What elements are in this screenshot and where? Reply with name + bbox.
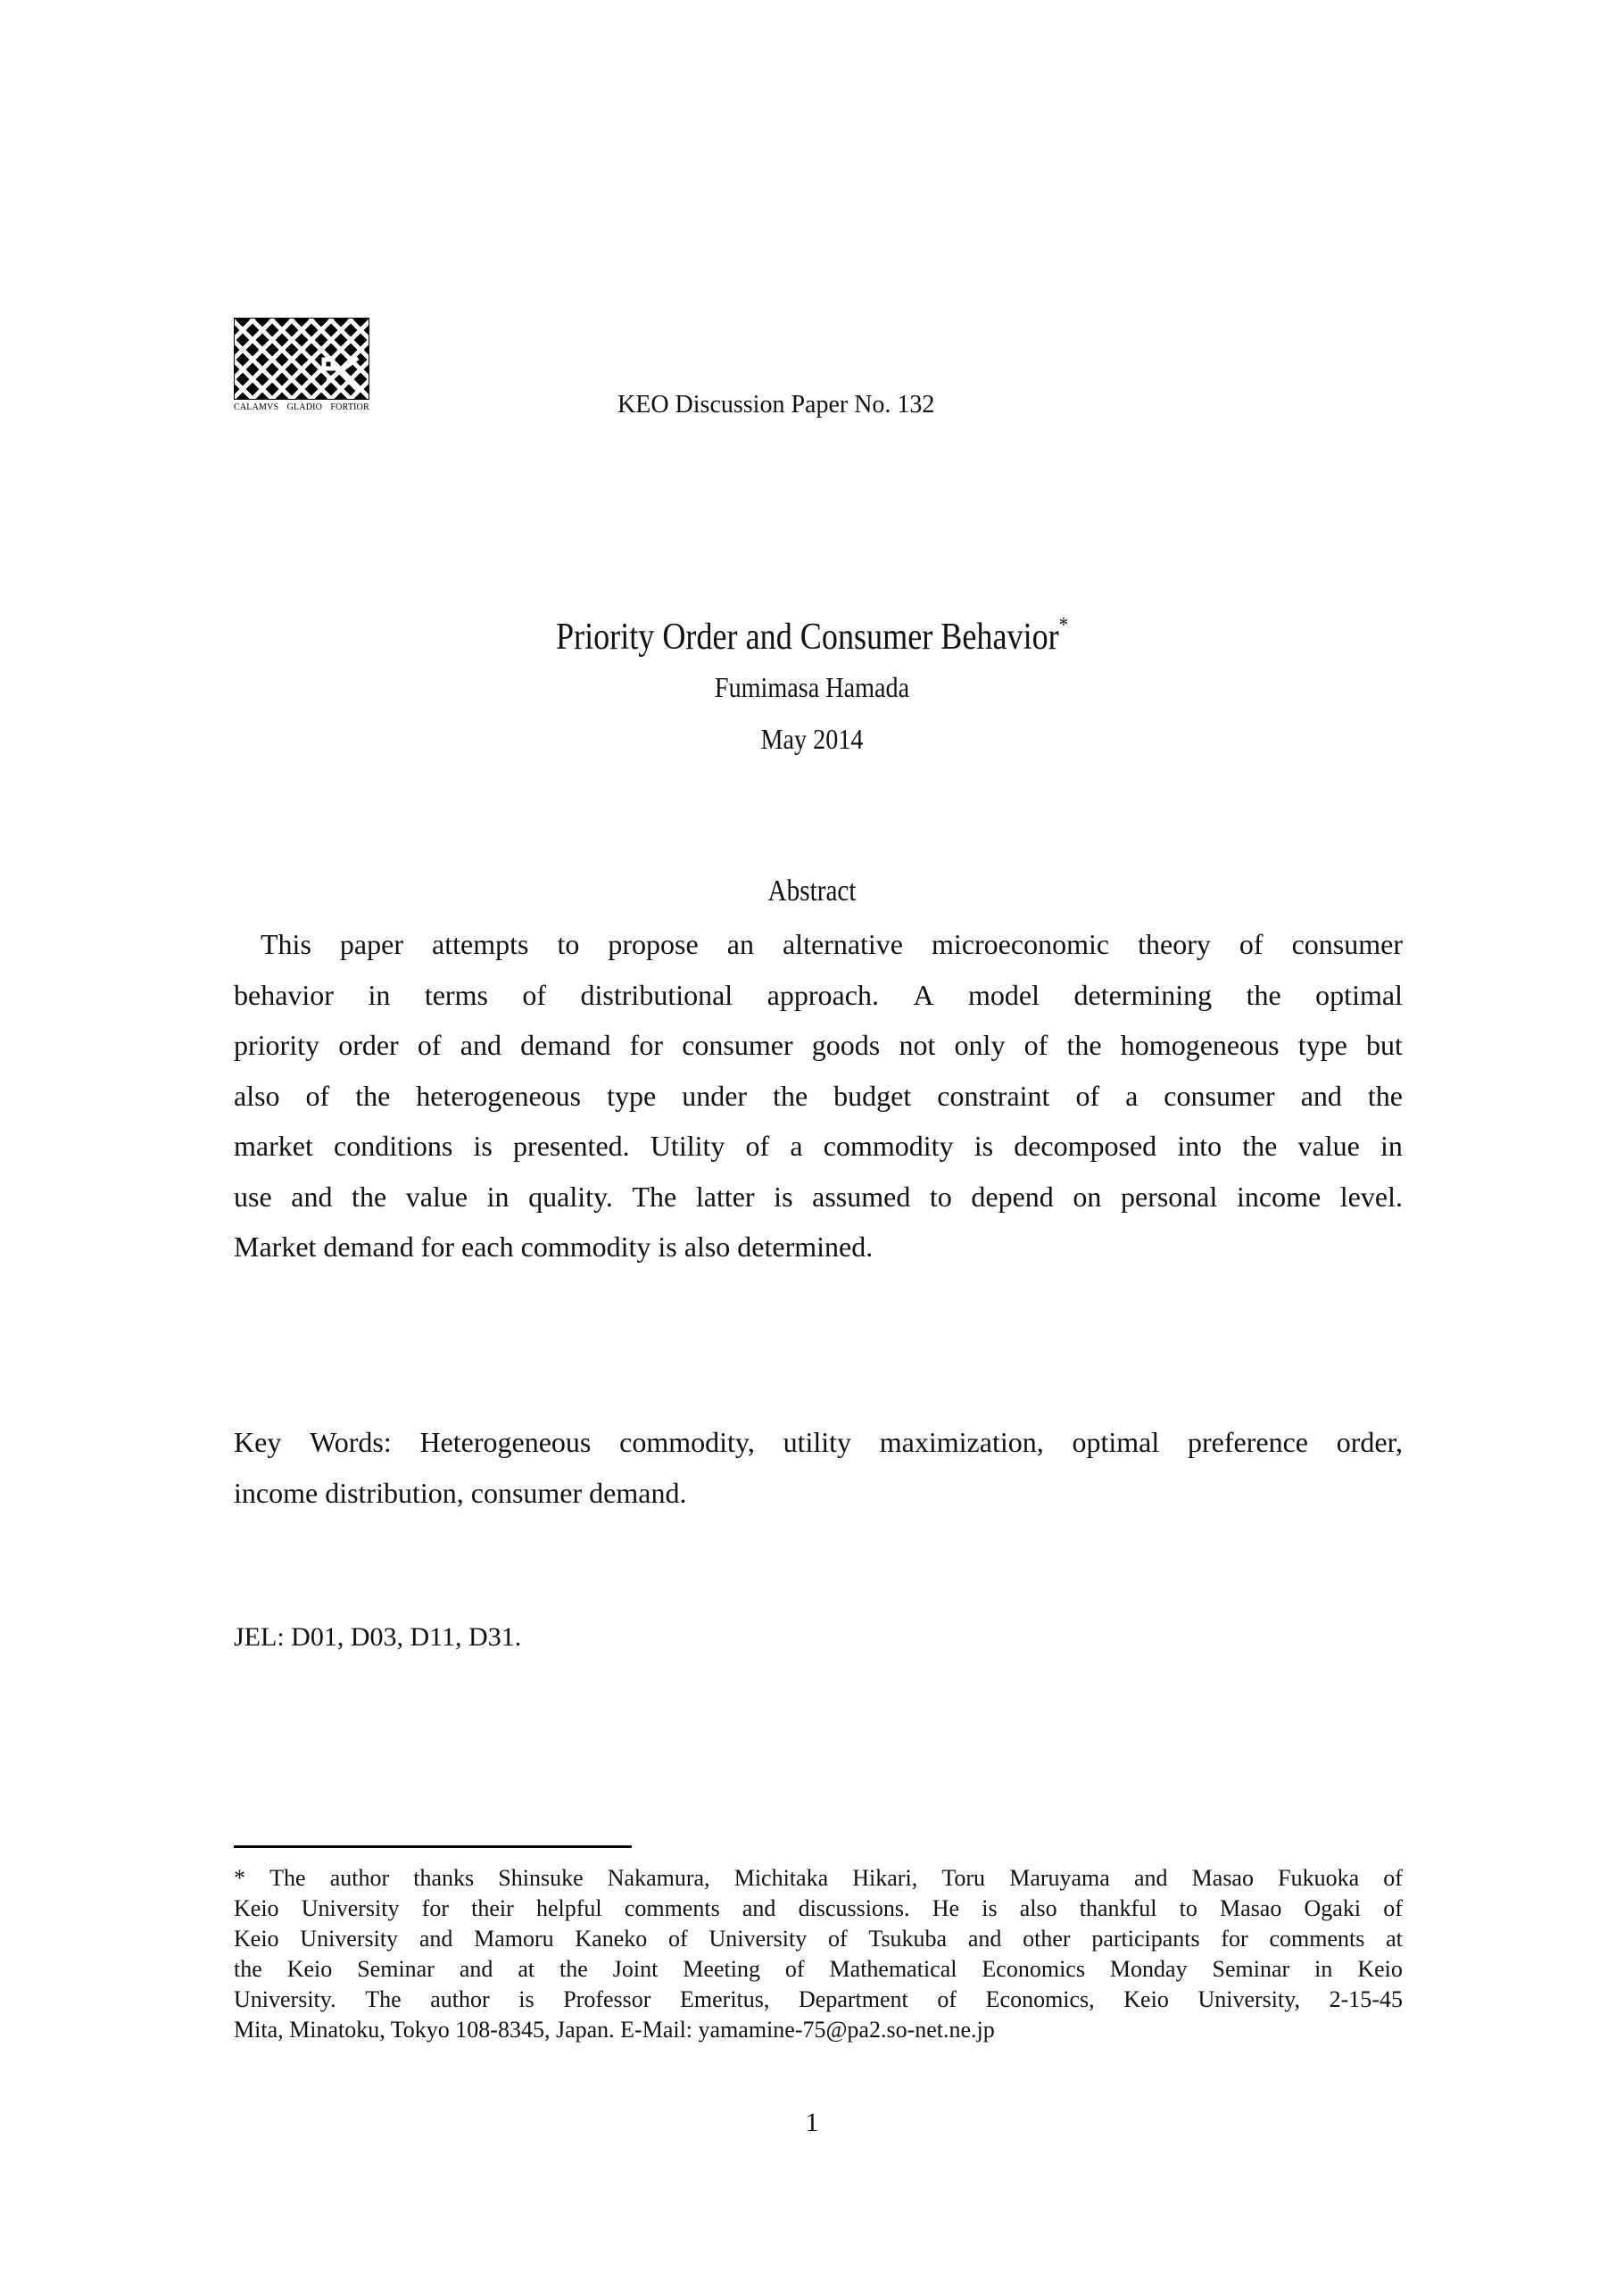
- word: not: [899, 1029, 936, 1061]
- word: Tsukuba: [868, 1926, 948, 1952]
- word: Keio: [286, 1956, 333, 1982]
- word: also: [1019, 1895, 1057, 1921]
- logo-motto: [234, 402, 369, 412]
- abstract-line: Market demand for each commodity is also determined.: [234, 1231, 874, 1263]
- word: the: [355, 1079, 391, 1112]
- word: Kaneko: [575, 1926, 648, 1952]
- footnote-line: [234, 1863, 1403, 1894]
- jel-codes: JEL: D01, D03, D11, D31.: [234, 1622, 522, 1652]
- word: to: [1179, 1895, 1197, 1921]
- abstract-line: [234, 919, 1403, 970]
- word: their: [471, 1895, 514, 1921]
- footnote-divider: [234, 1845, 632, 1848]
- word: A: [913, 978, 934, 1011]
- word: demand: [520, 1029, 611, 1061]
- word: the: [773, 1079, 808, 1112]
- footnote-line: [234, 1985, 1403, 2015]
- word: on: [1073, 1180, 1102, 1213]
- word: presented.: [513, 1130, 630, 1162]
- word: attempts: [432, 928, 529, 960]
- word: at: [1386, 1926, 1403, 1952]
- word: also: [234, 1079, 280, 1112]
- word: Masao: [1220, 1895, 1282, 1921]
- word: of: [827, 1926, 848, 1952]
- abstract-heading: Abstract: [767, 874, 857, 908]
- word: but: [1366, 1029, 1403, 1061]
- word: the: [559, 1956, 588, 1982]
- word: Words:: [310, 1426, 392, 1458]
- word: participants: [1091, 1926, 1200, 1952]
- word: This: [261, 928, 311, 960]
- word: The: [365, 1986, 402, 2012]
- word: consumer: [1164, 1079, 1275, 1112]
- word: preference: [1187, 1426, 1308, 1458]
- word: model: [968, 978, 1040, 1011]
- word: Economics,: [985, 1986, 1095, 2012]
- word: thanks: [413, 1865, 475, 1891]
- word: order,: [1336, 1426, 1403, 1458]
- word: at: [518, 1956, 535, 1982]
- word: of: [1239, 928, 1264, 960]
- word: the: [234, 1956, 262, 1982]
- word: in: [1314, 1956, 1333, 1982]
- word: University.: [234, 1986, 336, 2012]
- word: and: [291, 1180, 333, 1213]
- word: comments: [1269, 1926, 1365, 1952]
- word: the: [1066, 1029, 1102, 1061]
- word: latter: [695, 1180, 755, 1213]
- word: priority: [234, 1029, 319, 1061]
- word: propose: [608, 928, 699, 960]
- word: is: [774, 1180, 793, 1213]
- word: of: [522, 978, 547, 1011]
- abstract-body: [234, 919, 1403, 1272]
- word: market: [234, 1130, 313, 1162]
- word: paper: [339, 928, 403, 960]
- footnote-line: [234, 1924, 1403, 1954]
- word: Keio: [1123, 1986, 1169, 2012]
- word: terms: [424, 978, 488, 1011]
- word: income: [1236, 1180, 1322, 1213]
- word: homogeneous: [1120, 1029, 1280, 1061]
- word: commodity: [823, 1130, 954, 1162]
- word: Maruyama: [1009, 1865, 1110, 1891]
- word: University: [301, 1895, 400, 1921]
- word: of: [937, 1986, 957, 2012]
- word: the: [1246, 978, 1281, 1011]
- word: assumed: [812, 1180, 911, 1213]
- word: Department: [799, 1986, 908, 2012]
- word: only: [954, 1029, 1006, 1061]
- word: and: [967, 1926, 1002, 1952]
- word: type: [1297, 1029, 1347, 1061]
- word: the: [1367, 1079, 1403, 1112]
- word: Hikari,: [852, 1865, 918, 1891]
- word: to: [557, 928, 580, 960]
- word: helpful: [535, 1895, 602, 1921]
- word: Mamoru: [474, 1926, 554, 1952]
- lattice-emblem-icon: [234, 318, 369, 400]
- word: Emeritus,: [680, 1986, 770, 2012]
- word: conditions: [334, 1130, 453, 1162]
- word: is: [982, 1895, 998, 1921]
- motto-word: GLADIO: [286, 402, 323, 412]
- word: of: [668, 1926, 688, 1952]
- word: maximization,: [879, 1426, 1044, 1458]
- word: Professor: [563, 1986, 651, 2012]
- word: budget: [833, 1079, 912, 1112]
- abstract-line: [234, 1121, 1403, 1172]
- footnote-line: [234, 1954, 1403, 1985]
- word: of: [1023, 1029, 1048, 1061]
- motto-word: FORTIOR: [330, 402, 369, 412]
- word: Monday: [1109, 1956, 1188, 1982]
- word: order: [338, 1029, 399, 1061]
- word: personal: [1120, 1180, 1218, 1213]
- word: quality.: [528, 1180, 613, 1213]
- abstract-line: [234, 1071, 1403, 1122]
- word: under: [682, 1079, 748, 1112]
- word: Ogaki: [1304, 1895, 1362, 1921]
- title-footnote-marker: *: [1058, 614, 1069, 637]
- word: Keio: [1357, 1956, 1403, 1982]
- page-number: 1: [805, 2108, 819, 2137]
- word: and: [1133, 1865, 1168, 1891]
- word: and: [742, 1895, 776, 1921]
- word: thankful: [1079, 1895, 1157, 1921]
- word: Keio: [234, 1895, 279, 1921]
- word: consumer: [682, 1029, 793, 1061]
- word: a: [1125, 1079, 1139, 1112]
- word: of: [1075, 1079, 1100, 1112]
- word: decomposed: [1014, 1130, 1157, 1162]
- keywords: [234, 1417, 1403, 1518]
- abstract-line: [234, 1020, 1403, 1071]
- word: of: [1383, 1895, 1403, 1921]
- word: Seminar: [1212, 1956, 1290, 1982]
- word: in: [1380, 1130, 1403, 1162]
- abstract-line: [234, 970, 1403, 1021]
- word: type: [607, 1079, 657, 1112]
- word: is: [473, 1130, 493, 1162]
- word: for: [1221, 1926, 1248, 1952]
- word: in: [368, 978, 391, 1011]
- word: use: [234, 1180, 272, 1213]
- author-name: Fumimasa Hamada: [714, 671, 910, 703]
- word: is: [974, 1130, 994, 1162]
- word: goods: [811, 1029, 881, 1061]
- word: Mathematical: [829, 1956, 957, 1982]
- word: of: [745, 1130, 770, 1162]
- word: commodity,: [619, 1426, 755, 1458]
- word: consumer: [1291, 928, 1403, 960]
- word: Economics: [982, 1956, 1085, 1982]
- word: Shinsuke: [498, 1865, 584, 1891]
- word: for: [629, 1029, 663, 1061]
- word: and: [418, 1926, 453, 1952]
- word: utility: [783, 1426, 852, 1458]
- word: University,: [1197, 1986, 1301, 2012]
- word: of: [784, 1956, 805, 1982]
- word: is: [518, 1986, 534, 2012]
- word: optimal: [1072, 1426, 1160, 1458]
- word: Nakamura,: [607, 1865, 710, 1891]
- word: author: [430, 1986, 490, 2012]
- word: Meeting: [683, 1956, 760, 1982]
- keio-logo: [234, 318, 369, 418]
- word: He: [932, 1895, 960, 1921]
- word: Masao: [1191, 1865, 1254, 1891]
- keywords-line: income distribution, consumer demand.: [234, 1476, 687, 1509]
- word: determining: [1073, 978, 1213, 1011]
- footnote: [234, 1863, 1403, 2045]
- word: of: [1383, 1865, 1403, 1891]
- word: *: [234, 1865, 245, 1891]
- word: value: [405, 1180, 468, 1213]
- word: The: [632, 1180, 677, 1213]
- keywords-line: [234, 1417, 1403, 1468]
- word: University: [300, 1926, 399, 1952]
- word: an: [726, 928, 754, 960]
- word: level.: [1339, 1180, 1403, 1213]
- word: Joint: [612, 1956, 659, 1982]
- word: University: [708, 1926, 808, 1952]
- series-label: KEO Discussion Paper No. 132: [617, 391, 935, 419]
- word: Seminar: [357, 1956, 435, 1982]
- word: Key: [234, 1426, 282, 1458]
- word: of: [417, 1029, 442, 1061]
- word: The: [269, 1865, 306, 1891]
- word: the: [1242, 1130, 1278, 1162]
- title-text: Priority Order and Consumer Behavior: [555, 617, 1059, 658]
- word: author: [329, 1865, 390, 1891]
- word: heterogeneous: [416, 1079, 582, 1112]
- word: value: [1297, 1130, 1360, 1162]
- word: comments: [624, 1895, 720, 1921]
- word: 2-15-45: [1329, 1986, 1403, 2012]
- footnote-line: Mita, Minatoku, Tokyo 108-8345, Japan. E-Mail: yamamine-75@pa2.so-net.ne.jp: [234, 2017, 995, 2043]
- motto-word: CALAMVS: [234, 402, 279, 412]
- word: Heterogeneous: [419, 1426, 592, 1458]
- word: the: [352, 1180, 387, 1213]
- word: approach.: [766, 978, 879, 1011]
- word: into: [1177, 1130, 1222, 1162]
- word: Michitaka: [733, 1865, 829, 1891]
- word: in: [486, 1180, 510, 1213]
- word: Keio: [234, 1926, 279, 1952]
- abstract-line: [234, 1172, 1403, 1223]
- word: behavior: [234, 978, 334, 1011]
- word: discussions.: [798, 1895, 910, 1921]
- word: theory: [1138, 928, 1211, 960]
- word: microeconomic: [932, 928, 1110, 960]
- word: constraint: [937, 1079, 1050, 1112]
- word: depend: [971, 1180, 1054, 1213]
- word: Fukuoka: [1278, 1865, 1360, 1891]
- word: other: [1023, 1926, 1071, 1952]
- word: of: [305, 1079, 330, 1112]
- word: to: [929, 1180, 952, 1213]
- word: and: [459, 1956, 493, 1982]
- word: optimal: [1315, 978, 1403, 1011]
- word: Utility: [650, 1130, 725, 1162]
- word: and: [1300, 1079, 1342, 1112]
- word: distributional: [580, 978, 733, 1011]
- word: alternative: [782, 928, 903, 960]
- word: and: [460, 1029, 501, 1061]
- word: for: [421, 1895, 449, 1921]
- publication-date: May 2014: [760, 723, 864, 755]
- word: a: [790, 1130, 803, 1162]
- footnote-line: [234, 1894, 1403, 1924]
- paper-title: [113, 616, 1510, 659]
- word: Toru: [941, 1865, 986, 1891]
